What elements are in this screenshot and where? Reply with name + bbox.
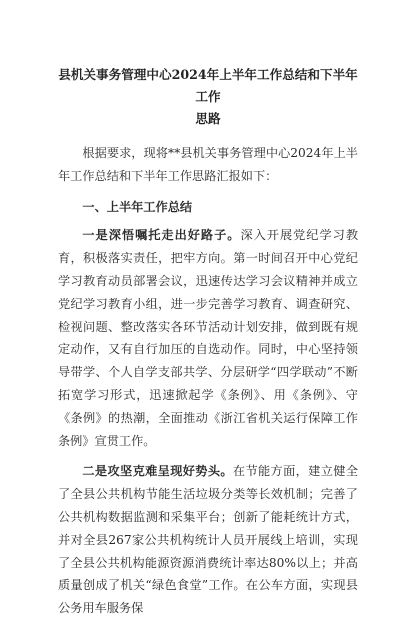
body-paragraph-1 [58, 224, 358, 452]
paragraph-lead: 一是深悟嘱托走出好路子。 [82, 228, 241, 243]
intro-paragraph: 根据要求，现将**县机关事务管理中心2024年上半年工作总结和下半年工作思路汇报如下： [58, 146, 358, 183]
paragraph-lead: 二是攻坚克难呈现好势头。 [82, 464, 233, 479]
section-heading: 一、上半年工作总结 [82, 199, 193, 214]
document-title [58, 64, 358, 130]
paragraph-body: 在节能方面，建立健全了全县公共机构节能生活垃圾分类等长效机制；完善了公共机构数据监测和采集平台；创新了能耗统计方式，并对全县267家公共机构统计人员开展线上培训，实现了全县公共机构能源资源消费统计率达80%以上；并高质量创成了机关“绿色食堂”工作。在公车方面，实现县公务用车服务保 [58, 464, 359, 616]
paragraph-body: 深入开展党纪学习教育，积极落实责任，把牢方向。第一时间召开中心党纪学习教育动员部署会议，迅速传达学习会议精神并成立党纪学习教育小组，进一步完善学习教育、调查研究、检视问题、整改落实各环节活动计划安排，做到既有规定动作，又有自行加压的自选动作。同时，中心坚持领导带学、个人自学支部共学、分层研学“四学联动”不断拓宽学习形式，迅速掀起学《条例》、用《条例》、守《条例》的热潮，全面推动《浙江省机关运行保障工作条例》宣贯工作。 [58, 228, 359, 448]
title-line-1: 县机关事务管理中心2024年上半年工作总结和下半年工作 [58, 67, 358, 104]
body-paragraph-2 [58, 460, 358, 620]
title-line-2: 思路 [195, 111, 221, 126]
